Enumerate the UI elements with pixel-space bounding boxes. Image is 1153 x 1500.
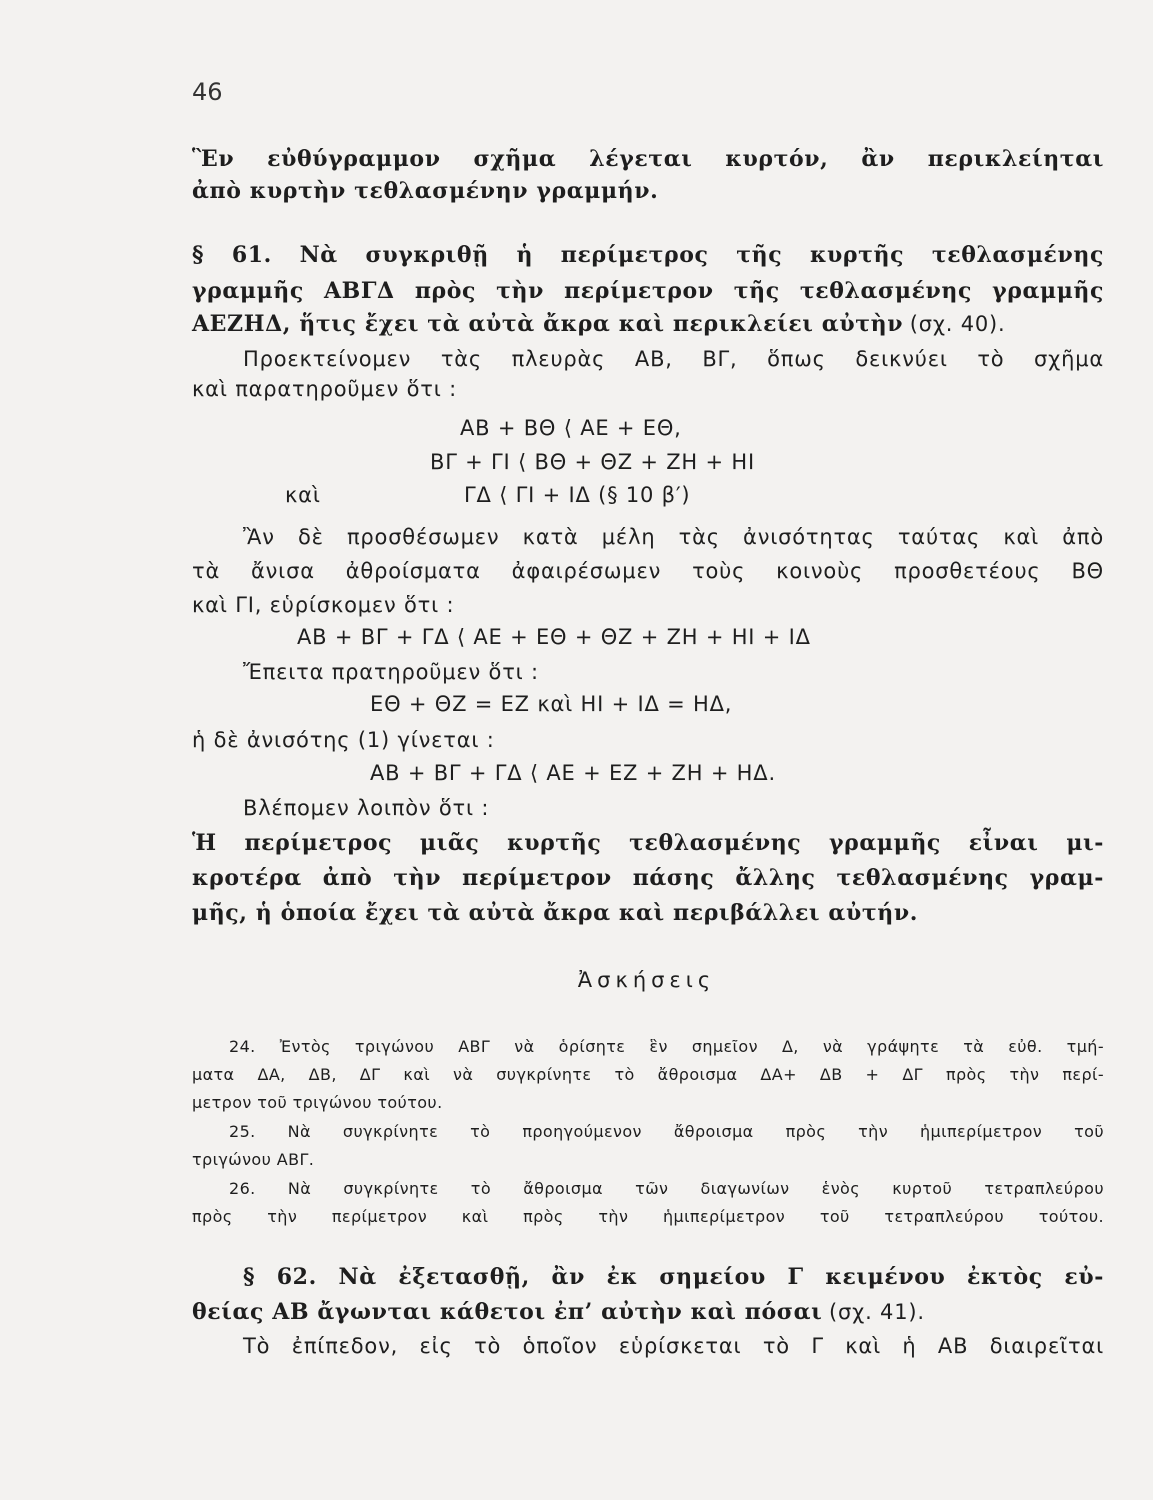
conclusion-line-3: μῆς, ἡ ὁποία ἔχει τὰ αὐτὰ ἄκρα καὶ περιβάλλει αὐτήν. <box>192 900 918 926</box>
equation-4: ΑΒ + ΒΓ + ΓΔ ⟨ ΑΕ + ΕΘ + ΘΖ + ΖΗ + ΗΙ + ΙΔ <box>297 625 811 649</box>
definition-line-2: ἀπὸ κυρτὴν τεθλασμένην γραμμήν. <box>192 178 659 204</box>
section-62-title-line-2 <box>192 1299 925 1325</box>
definition-line-1: Ἓν εὐθύγραμμον σχῆμα λέγεται κυρτόν, ἂν περικλείηται <box>192 146 1104 172</box>
paragraph-2-line-3: καὶ ΓΙ, εὑρίσκομεν ὅτι : <box>192 593 455 617</box>
paragraph-1-line-1: Προεκτείνομεν τὰς πλευρὰς ΑΒ, ΒΓ, ὅπως δεικνύει τὸ σχῆμα <box>243 347 1104 371</box>
exercise-24-line-3: μετρον τοῦ τριγώνου τούτου. <box>192 1093 443 1112</box>
paragraph-4: ἡ δὲ ἀνισότης (1) γίνεται : <box>192 728 495 752</box>
section-61-title-line-1: § 61. Νὰ συγκριθῇ ἡ περίμετρος τῆς κυρτῆς τεθλασμένης <box>192 242 1104 268</box>
paragraph-2-line-2: τὰ ἄνισα ἀθροίσματα ἀφαιρέσωμεν τοὺς κοινοὺς προσθετέους ΒΘ <box>192 559 1104 583</box>
section-61-title-line-3 <box>192 311 1006 337</box>
paragraph-3: Ἔπειτα πρατηροῦμεν ὅτι : <box>243 660 539 684</box>
paragraph-2-line-1: Ἂν δὲ προσθέσωμεν κατὰ μέλη τὰς ἀνισότητας ταύτας καὶ ἀπὸ <box>243 525 1104 549</box>
exercise-25-line-1: 25. Νὰ συγκρίνητε τὸ προηγούμενον ἄθροισμα πρὸς τὴν ἡμιπερίμετρον τοῦ <box>229 1122 1104 1141</box>
page-number: 46 <box>192 78 223 106</box>
equation-3-label: καὶ <box>285 483 321 507</box>
exercise-24-line-1: 24. Ἐντὸς τριγώνου ΑΒΓ νὰ ὁρίσητε ἓν σημεῖον Δ, νὰ γράψητε τὰ εὐθ. τμή- <box>229 1037 1104 1056</box>
exercise-26-line-1: 26. Νὰ συγκρίνητε τὸ ἄθροισμα τῶν διαγωνίων ἑνὸς κυρτοῦ τετραπλεύρου <box>229 1179 1104 1198</box>
section-62-paragraph-1: Τὸ ἐπίπεδον, εἰς τὸ ὁποῖον εὑρίσκεται τὸ Γ καὶ ἡ ΑΒ διαιρεῖται <box>243 1334 1104 1358</box>
exercise-26-line-2: πρὸς τὴν περίμετρον καὶ πρὸς τὴν ἡμιπερίμετρον τοῦ τετραπλεύρου τούτου. <box>192 1207 1104 1226</box>
section-61-title-line-2: γραμμῆς ΑΒΓΔ πρὸς τὴν περίμετρον τῆς τεθλασμένης γραμμῆς <box>192 278 1104 304</box>
equation-3: ΓΔ ⟨ ΓΙ + ΙΔ (§ 10 β′) <box>464 483 691 507</box>
equation-5: ΕΘ + ΘΖ = ΕΖ καὶ ΗΙ + ΙΔ = ΗΔ, <box>370 692 733 716</box>
conclusion-line-2: κροτέρα ἀπὸ τὴν περίμετρον πάσης ἄλλης τεθλασμένης γραμ- <box>192 865 1104 891</box>
equation-2: ΒΓ + ΓΙ ⟨ ΒΘ + ΘΖ + ΖΗ + ΗΙ <box>430 450 755 474</box>
conclusion-line-1: Ἡ περίμετρος μιᾶς κυρτῆς τεθλασμένης γραμμῆς εἶναι μι- <box>192 830 1104 856</box>
exercise-24-line-2: ματα ΔΑ, ΔΒ, ΔΓ καὶ νὰ συγκρίνητε τὸ ἄθροισμα ΔΑ+ ΔΒ + ΔΓ πρὸς τὴν περί- <box>192 1065 1104 1084</box>
section-62-title-bold: θείας ΑΒ ἄγωνται κάθετοι ἐπ’ αὐτὴν καὶ πόσαι <box>192 1299 823 1325</box>
exercises-heading: Ἀσκήσεις <box>577 968 716 992</box>
section-61-title-bold: ΑΕΖΗΔ, ἥτις ἔχει τὰ αὐτὰ ἄκρα καὶ περικλείει αὐτὴν <box>192 311 904 337</box>
paragraph-5: Βλέπομεν λοιπὸν ὅτι : <box>243 796 490 820</box>
figure-ref-40: (σχ. 40). <box>909 312 1006 336</box>
paragraph-1-line-2: καὶ παρατηροῦμεν ὅτι : <box>192 377 458 401</box>
equation-1: ΑΒ + ΒΘ ⟨ ΑΕ + ΕΘ, <box>460 416 682 440</box>
equation-6: ΑΒ + ΒΓ + ΓΔ ⟨ ΑΕ + ΕΖ + ΖΗ + ΗΔ. <box>370 761 776 785</box>
exercise-25-line-2: τριγώνου ΑΒΓ. <box>192 1150 315 1169</box>
figure-ref-41: (σχ. 41). <box>829 1300 925 1324</box>
section-62-title-line-1: § 62. Νὰ ἐξετασθῇ, ἂν ἐκ σημείου Γ κειμένου ἐκτὸς εὐ- <box>243 1264 1104 1290</box>
